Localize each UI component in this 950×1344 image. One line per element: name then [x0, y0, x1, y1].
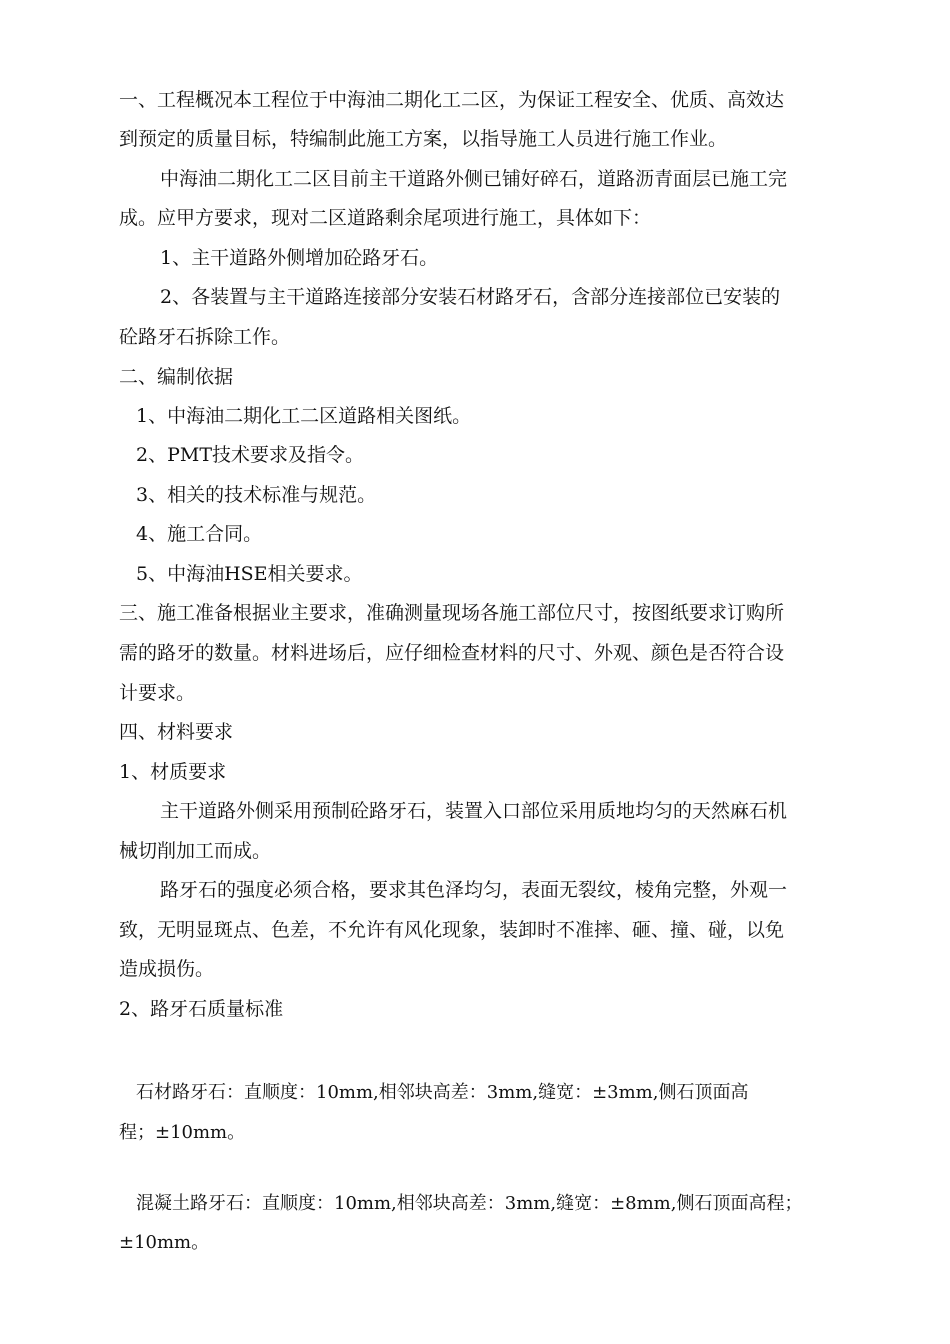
section2-item-5: 5、中海油HSE相关要求。 [136, 563, 363, 585]
section2-heading: 二、编制依据 [119, 366, 234, 388]
section1-para2-line2: 成。应甲方要求，现对二区道路剩余尾项进行施工，具体如下： [119, 207, 652, 229]
section1-item2-line2: 砼路牙石拆除工作。 [119, 326, 291, 348]
section4-sub1-para2-line3: 造成损伤。 [119, 958, 215, 980]
section1-para2-line1: 中海油二期化工二区目前主干道路外侧已铺好碎石，道路沥青面层已施工完 [160, 168, 788, 190]
section3-line2: 需的路牙的数量。材料进场后，应仔细检查材料的尺寸、外观、颜色是否符合设 [119, 642, 785, 664]
concrete-curb-spec-line1: 混凝土路牙石：直顺度：10mm,相邻块高差：3mm,缝宽：±8mm,侧石顶面高程； [136, 1193, 803, 1214]
section4-sub1-para2-line1: 路牙石的强度必须合格，要求其色泽均匀，表面无裂纹，棱角完整，外观一 [160, 879, 788, 901]
concrete-curb-spec-line2: ±10mm。 [119, 1232, 210, 1253]
section1-item2-line1: 2、各装置与主干道路连接部分安装石材路牙石，含部分连接部位已安装的 [160, 286, 781, 308]
section4-sub1-para1-line1: 主干道路外侧采用预制砼路牙石，装置入口部位采用质地均匀的天然麻石机 [160, 800, 788, 822]
section3-line3: 计要求。 [119, 682, 196, 704]
section2-item-2: 2、PMT技术要求及指令。 [136, 444, 365, 466]
section4-heading: 四、材料要求 [119, 721, 234, 743]
section2-item-3: 3、相关的技术标准与规范。 [136, 484, 377, 506]
stone-curb-spec-line2: 程；±10mm。 [119, 1122, 246, 1143]
section1-line2: 到预定的质量目标，特编制此施工方案，以指导施工人员进行施工作业。 [119, 128, 728, 150]
section2-item-1: 1、中海油二期化工二区道路相关图纸。 [136, 405, 472, 427]
section1-line1: 一、工程概况本工程位于中海油二期化工二区，为保证工程安全、优质、高效达 [119, 89, 785, 111]
section4-sub1-para2-line2: 致，无明显斑点、色差，不允许有风化现象，装卸时不准摔、砸、撞、碰，以免 [119, 919, 785, 941]
section4-sub2-heading: 2、路牙石质量标准 [119, 998, 284, 1020]
stone-curb-spec-line1: 石材路牙石：直顺度：10mm,相邻块高差：3mm,缝宽：±3mm,侧石顶面高 [136, 1082, 749, 1103]
section4-sub1-heading: 1、材质要求 [119, 761, 227, 783]
section1-item1: 1、主干道路外侧增加砼路牙石。 [160, 247, 439, 269]
section2-item-4: 4、施工合同。 [136, 523, 263, 545]
section4-sub1-para1-line2: 械切削加工而成。 [119, 840, 272, 862]
section3-line1: 三、施工准备根据业主要求，准确测量现场各施工部位尺寸，按图纸要求订购所 [119, 602, 785, 624]
